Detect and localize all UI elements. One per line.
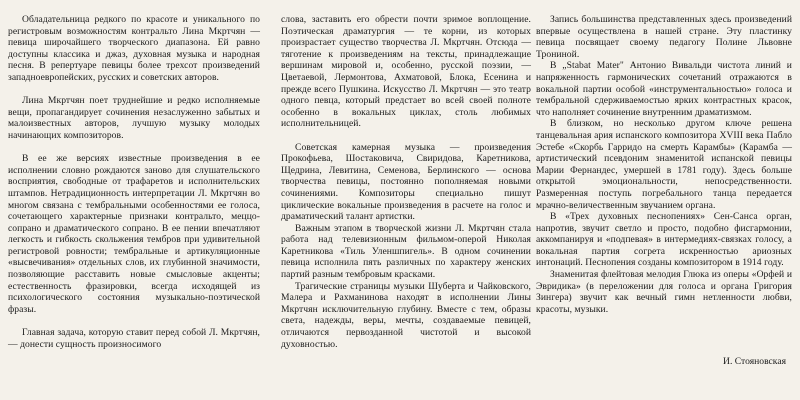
paragraph: Важным этапом в творческой жизни Л. Мкртчян стала работа над телевизионным фильмом-оперой Николая Каретникова «Тиль Уленшпигель». В одном сочинении певица исполнила пять различных по характеру женских партий разным тембровым красками. [281,222,531,281]
paragraph: В „Stabat Mater" Антонио Вивальди чистота линий и напряженность гармонических сочетаний отражаются в вокальной партии особой «инструментальностью» голоса и тембральной сдерживаемостью ярких контрастных красок, что наполняет сочинение внутренним драматизмом. [536,60,792,118]
paragraph: слова, заставить его обрести почти зримое воплощение. Поэтическая драматургия — те корни, из которых произрастает существо творчества Л. Мкртчян. Отсюда — тяготение к произведениям на тексты, принадлежащие вершинам мировой и, особенно, русской поэзии, — Цветаевой, Лермонтова, Ахматовой, Блока, Есенина и прежде всего Пушкина. Искусство Л. Мкртчян — это театр одного певца, который предстает во всей своей полноте особенно в вокальных циклах, столь любимых исполнительницей. [281,14,531,130]
paragraph: В «Трех духовных песнопениях» Сен-Санса орган, напротив, звучит светло и просто, подобно фисгармонии, аккомпанируя и «подпевая» в интермедиях-связках голосу, а вокальная партия согрета искренностью ариозных интонаций. Песнопения созданы композитором в 1914 году. [536,211,792,269]
text-column-right [536,14,792,315]
paragraph: В близком, но несколько другом ключе решена танцевальная ария испанского композитора XVIII века Пабло Эстебе «Скорбь Гарридо на смерть Карамбы» (Карамба — артистический псевдоним знаменитой испанской певицы Марии Фернандес, умершей в 1781 году). Здесь больше открытой эмоциональности, непосредственности. Размеренная поступь погребального танца передается мрачно-величественным звучанием органа. [536,118,792,211]
text-column-middle [281,14,531,350]
paragraph: Запись большинства представленных здесь произведений впервые осуществлена в нашей стране. Эту пластинку певица посвящает своему педагогу Полине Львовне Трониной. [536,14,792,60]
paragraph: Лина Мкртчян поет труднейшие и редко исполняемые вещи, пропагандирует сочинения незаслуженно забытых и малоизвестных авторов, лучшую музыку молодых начинающих композиторов. [8,95,260,141]
text-column-left [8,14,260,350]
paragraph: Знаменитая флейтовая мелодия Глюка из оперы «Орфей и Эвридика» (в переложении для голоса и органа Григория Зингера) звучит как вечный гимн нетленности любви, красоты, музыки. [536,269,792,315]
paragraph: Главная задача, которую ставит перед собой Л. Мкртчян, — донести сущность произносимого [8,327,260,350]
author-signature: И. Стояновская [723,356,786,367]
paragraph: Советская камерная музыка — произведения Прокофьева, Шостаковича, Свиридова, Каретникова, Щедрина, Левитина, Семенова, Берлинского — основа творчества певицы, постоянно пополняемая новыми сочинениями. Композиторы специально пишут циклические вокальные произведения в расчете на голос и драматический талант артистки. [281,141,531,223]
paragraph: Обладательница редкого по красоте и уникального по регистровым возможностям контральто Лина Мкртчян — певица широчайшего творческого диапазона. Ей равно доступны классика и джаз, духовная музыка и народная песня. В репертуаре певицы более трехсот произведений западноевропейских, русских и советских авторов. [8,14,260,83]
paragraph: В ее же версиях известные произведения в ее исполнении словно рождаются заново для слушательского восприятия, свободные от трафаретов и исполнительских штампов. Нетрадиционность интерпретации Л. Мкртчян во многом связана с тембральными особенностями ее голоса, сочетающего характерные признаки контральто, меццо-сопрано и драматического сопрано. В ее пении впечатляют легкость и гибкость скольжения тембров при удивительной регистровой ровности; тембральные и артикуляционные «высвечивания» отдельных слов, их глубинной значимости, позволяющие расставить новые смысловые акценты; естественность фразировки, всегда исходящей из психологического состояния музыкально-поэтической фразы. [8,153,260,315]
paragraph: Трагические страницы музыки Шуберта и Чайковского, Малера и Рахманинова находят в исполнении Лины Мкртчян исключительную глубину. Вместе с тем, образы света, надежды, веры, мечты, создаваемые певицей, отличаются первозданной чистотой и высокой духовностью. [281,280,531,350]
